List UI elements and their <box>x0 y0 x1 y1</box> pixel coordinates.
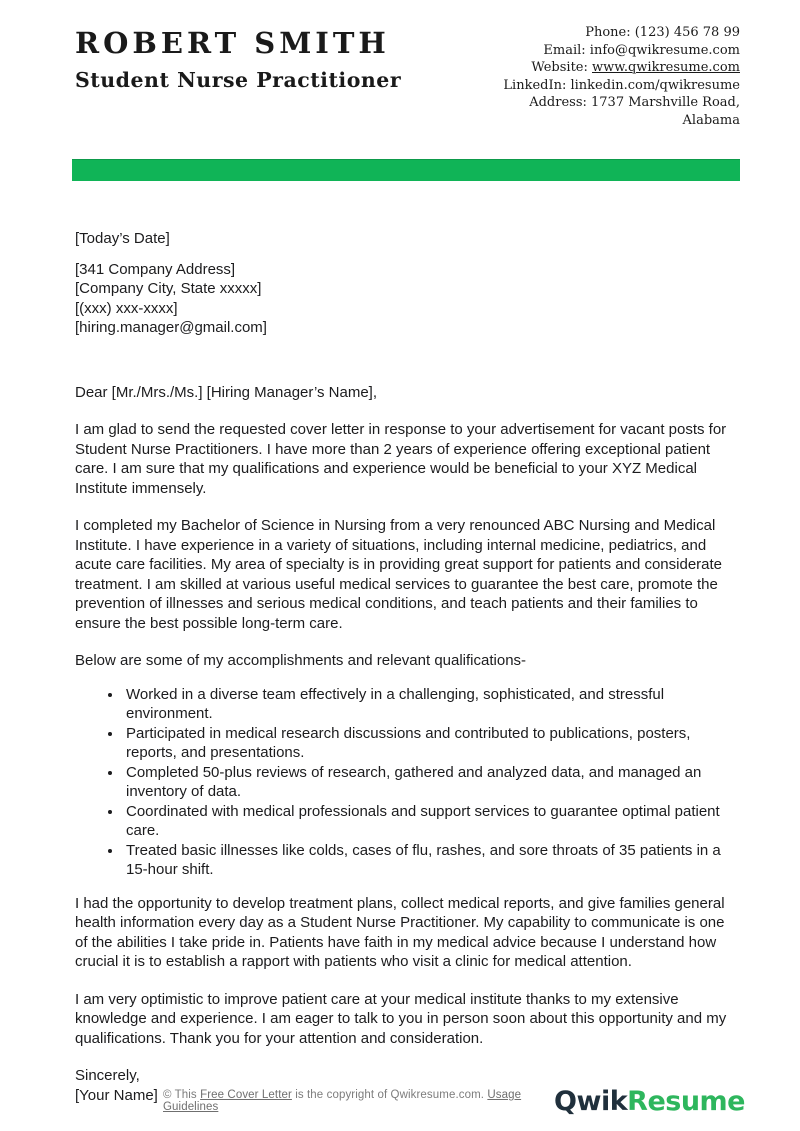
list-item: • Completed 50-plus reviews of research, gathered and analyzed data, and managed an inventory of data. <box>123 763 740 802</box>
contact-website-link[interactable]: www.qwikresume.com <box>592 60 740 75</box>
free-cover-letter-link[interactable]: Free Cover Letter <box>200 1089 292 1101</box>
list-item: • Worked in a diverse team effectively in a challenging, sophisticated, and stressful environment. <box>123 685 740 724</box>
accomplishments-list <box>75 685 740 880</box>
green-divider-bar <box>72 159 740 181</box>
contact-phone-value: (123) 456 78 99 <box>634 25 740 40</box>
recipient-city-line: [Company City, State xxxxx] <box>75 280 262 297</box>
contact-email <box>503 42 740 60</box>
contact-address-value2: Alabama <box>682 112 740 128</box>
recipient-phone-line: [(xxx) xxx-xxxx] <box>75 299 178 317</box>
person-job-title: Student Nurse Practitioner <box>75 67 402 92</box>
header <box>0 0 800 129</box>
contact-linkedin-value: linkedin.com/qwikresume <box>570 77 740 93</box>
signature-placeholder: [Your Name] <box>75 1086 158 1104</box>
contact-linkedin <box>503 77 740 95</box>
usage-guidelines-link[interactable]: Usage Guidelines <box>163 1089 522 1113</box>
list-item: • Participated in medical research discussions and contributed to publications, posters, reports, and presentations. <box>123 724 740 763</box>
salutation: Dear [Mr./Mrs./Ms.] [Hiring Manager’s Name], <box>75 383 378 401</box>
name-block <box>75 24 401 92</box>
contact-website <box>503 59 740 77</box>
contact-address-line2 <box>503 112 740 130</box>
contact-email-value: info@qwikresume.com <box>589 42 740 58</box>
contact-phone <box>503 24 740 42</box>
contact-linkedin-label: LinkedIn: <box>503 77 571 93</box>
recipient-block <box>75 260 740 338</box>
logo-qwik-text: Qwik <box>554 1085 628 1117</box>
contact-address-label: Address: <box>529 95 591 110</box>
person-name: ROBERT SMITH <box>75 26 390 60</box>
list-item: • Treated basic illnesses like colds, cases of flu, rashes, and sore throats of 35 patients in a 15-hour shift. <box>123 841 740 880</box>
footer <box>0 1078 800 1124</box>
contact-address <box>503 94 740 112</box>
logo-resume-text: Resume <box>627 1085 745 1117</box>
copyright-line <box>163 1089 554 1113</box>
qwikresume-logo <box>554 1086 745 1117</box>
contact-website-label: Website: <box>531 60 592 75</box>
contact-address-value: 1737 Marshville Road, <box>591 95 740 110</box>
paragraph-2: I completed my Bachelor of Science in Nursing from a very renounced ABC Nursing and Medical Institute. I have experience in a variety of situations, including internal medicine, pediatrics, and acute care facilities. My area of specialty is in providing great support for patients and considerate treatment. I am skilled at various useful medical services to guarantee the best care, promote the prevention of illnesses and serious medical conditions, and teach patients and their families to ensure the best possible long-term care. <box>75 517 723 632</box>
copyright-middle: is the copyright of Qwikresume.com. <box>291 1089 488 1101</box>
paragraph-3: I had the opportunity to develop treatment plans, collect medical reports, and give families general health information every day as a Student Nurse Practitioner. My capability to communicate is one of the abilities I take pride in. Patients have faith in my medical advice because I understand how crucial it is to establish a rapport with patients who visit a clinic for medical attention. <box>75 894 725 970</box>
list-item: • Coordinated with medical professionals and support services to guarantee optimal patient care. <box>123 802 740 841</box>
letter-body <box>0 229 800 1105</box>
recipient-address-line: [341 Company Address] <box>75 260 236 278</box>
paragraph-1: I am glad to send the requested cover letter in response to your advertisement for vacant posts for Student Nurse Practitioners. I have more than 2 years of experience offering exceptional patient care. I am sure that my qualifications and experience would be beneficial to your XYZ Medical Institute immensely. <box>75 421 727 497</box>
signoff: Sincerely, <box>75 1067 140 1084</box>
contact-email-label: Email: <box>543 42 590 58</box>
paragraph-4: I am very optimistic to improve patient care at your medical institute thanks to my extensive knowledge and experience. I am eager to talk to you in person soon about this opportunity and my qualifications. Thank you for your attention and consideration. <box>75 990 727 1047</box>
copyright-prefix: © This <box>163 1089 201 1101</box>
contact-phone-label: Phone: <box>585 25 635 40</box>
recipient-email-line: [hiring.manager@gmail.com] <box>75 319 267 336</box>
contact-block <box>503 24 740 129</box>
bullets-intro: Below are some of my accomplishments and relevant qualifications- <box>75 652 527 669</box>
date-placeholder: [Today’s Date] <box>75 230 170 247</box>
